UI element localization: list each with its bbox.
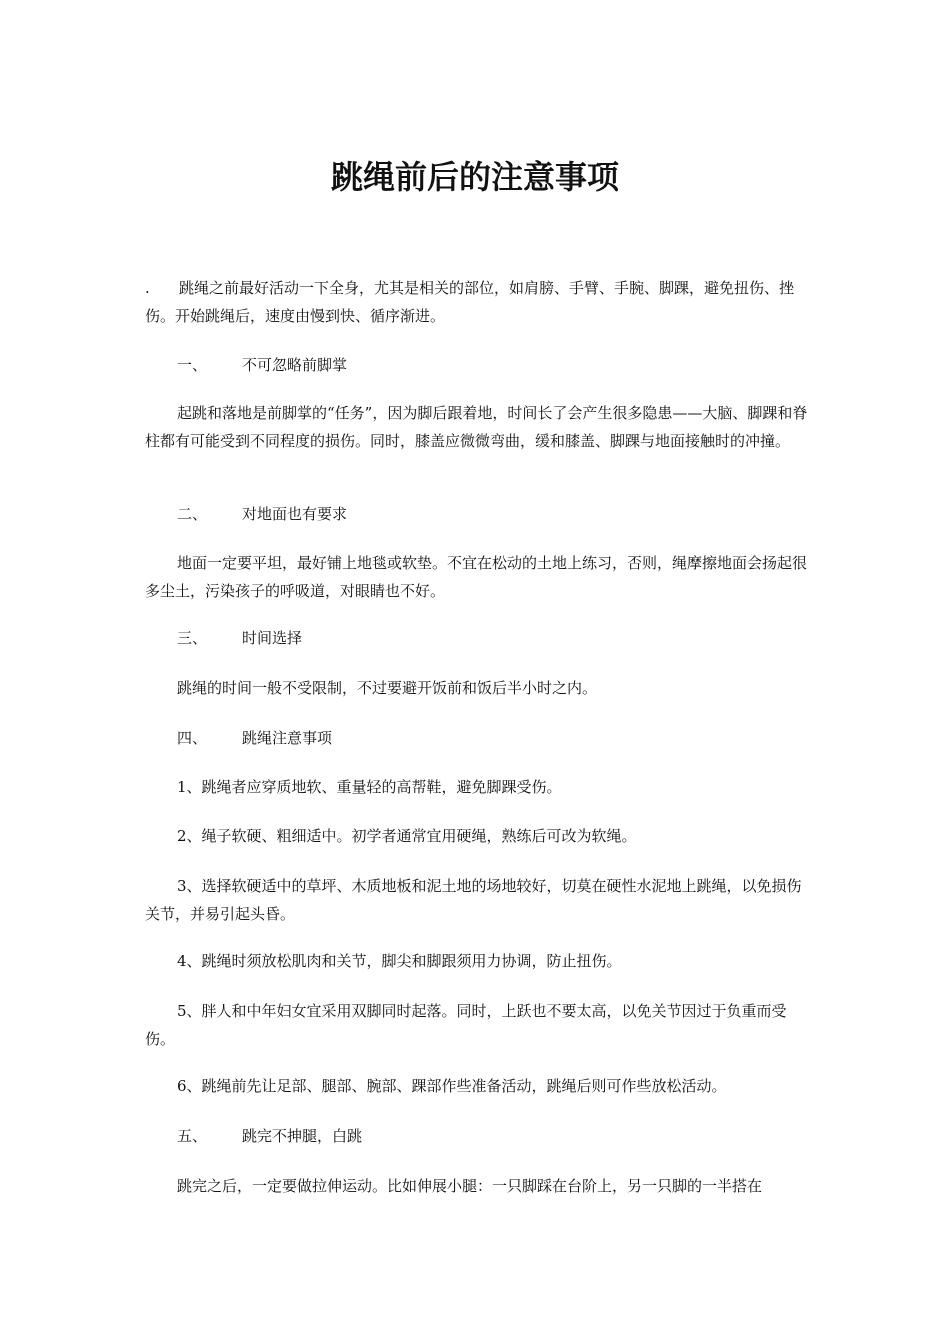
paragraph-text: 跳完之后，一定要做拉伸运动。比如伸展小腿：一只脚踩在台阶上，另一只脚的一半搭在 [177,1177,763,1195]
list-item [145,1072,815,1100]
section-title: 跳完不抻腿，白跳 [242,1127,363,1145]
section-number: 一、 [177,356,208,374]
list-item-text: 5、胖人和中年妇女宜采用双脚同时起落。同时，上跃也不要太高，以免关节因过于负重而受伤。 [145,1002,787,1048]
list-item-text: 2、绳子软硬、粗细适中。初学者通常宜用硬绳，熟练后可改为软绳。 [177,827,637,845]
paragraph-text: 跳绳的时间一般不受限制，不过要避开饭前和饭后半小时之内。 [177,679,598,697]
section-number: 五、 [177,1127,208,1145]
section-heading [145,500,815,528]
intro-paragraph [145,274,815,330]
list-item-text: 4、跳绳时须放松肌肉和关节，脚尖和脚跟须用力协调，防止扭伤。 [177,952,622,970]
body-paragraph [145,1172,815,1200]
section-heading [145,1122,815,1150]
section-number: 四、 [177,729,208,747]
section-heading [145,351,815,379]
list-item [145,947,815,975]
list-item [145,773,815,801]
paragraph-text: 起跳和落地是前脚掌的“任务”，因为脚后跟着地，时间长了会产生很多隐患——大脑、脚踝和脊柱都有可能受到不同程度的损伤。同时，膝盖应微微弯曲，缓和膝盖、脚踝与地面接触时的冲撞。 [145,404,808,450]
list-item-text: 6、跳绳前先让足部、腿部、腕部、踝部作些准备活动，跳绳后则可作些放松活动。 [177,1077,727,1095]
section-title: 时间选择 [242,629,303,647]
section-title: 对地面也有要求 [242,505,348,523]
intro-text: 跳绳之前最好活动一下全身，尤其是相关的部位，如肩膀、手臂、手腕、脚踝，避免扭伤、挫伤。开始跳绳后，速度由慢到快、循序渐进。 [145,279,795,325]
section-number: 二、 [177,505,208,523]
intro-marker: . [145,279,150,297]
list-item-text: 3、选择软硬适中的草坪、木质地板和泥土地的场地较好，切莫在硬性水泥地上跳绳，以免损伤关节，并易引起头昏。 [145,877,802,923]
body-paragraph [145,674,815,702]
document-title: 跳绳前后的注意事项 [330,158,619,196]
section-heading [145,624,815,652]
section-heading [145,724,815,752]
section-number: 三、 [177,629,208,647]
list-item [145,872,815,928]
body-paragraph [145,399,815,455]
list-item [145,822,815,850]
section-title: 跳绳注意事项 [242,729,333,747]
section-title: 不可忽略前脚掌 [242,356,348,374]
paragraph-text: 地面一定要平坦，最好铺上地毯或软垫。不宜在松动的土地上练习，否则，绳摩擦地面会扬起很多尘土，污染孩子的呼吸道，对眼睛也不好。 [145,554,808,600]
body-paragraph [145,549,815,605]
list-item-text: 1、跳绳者应穿质地软、重量轻的高帮鞋，避免脚踝受伤。 [177,778,562,796]
list-item [145,997,815,1053]
